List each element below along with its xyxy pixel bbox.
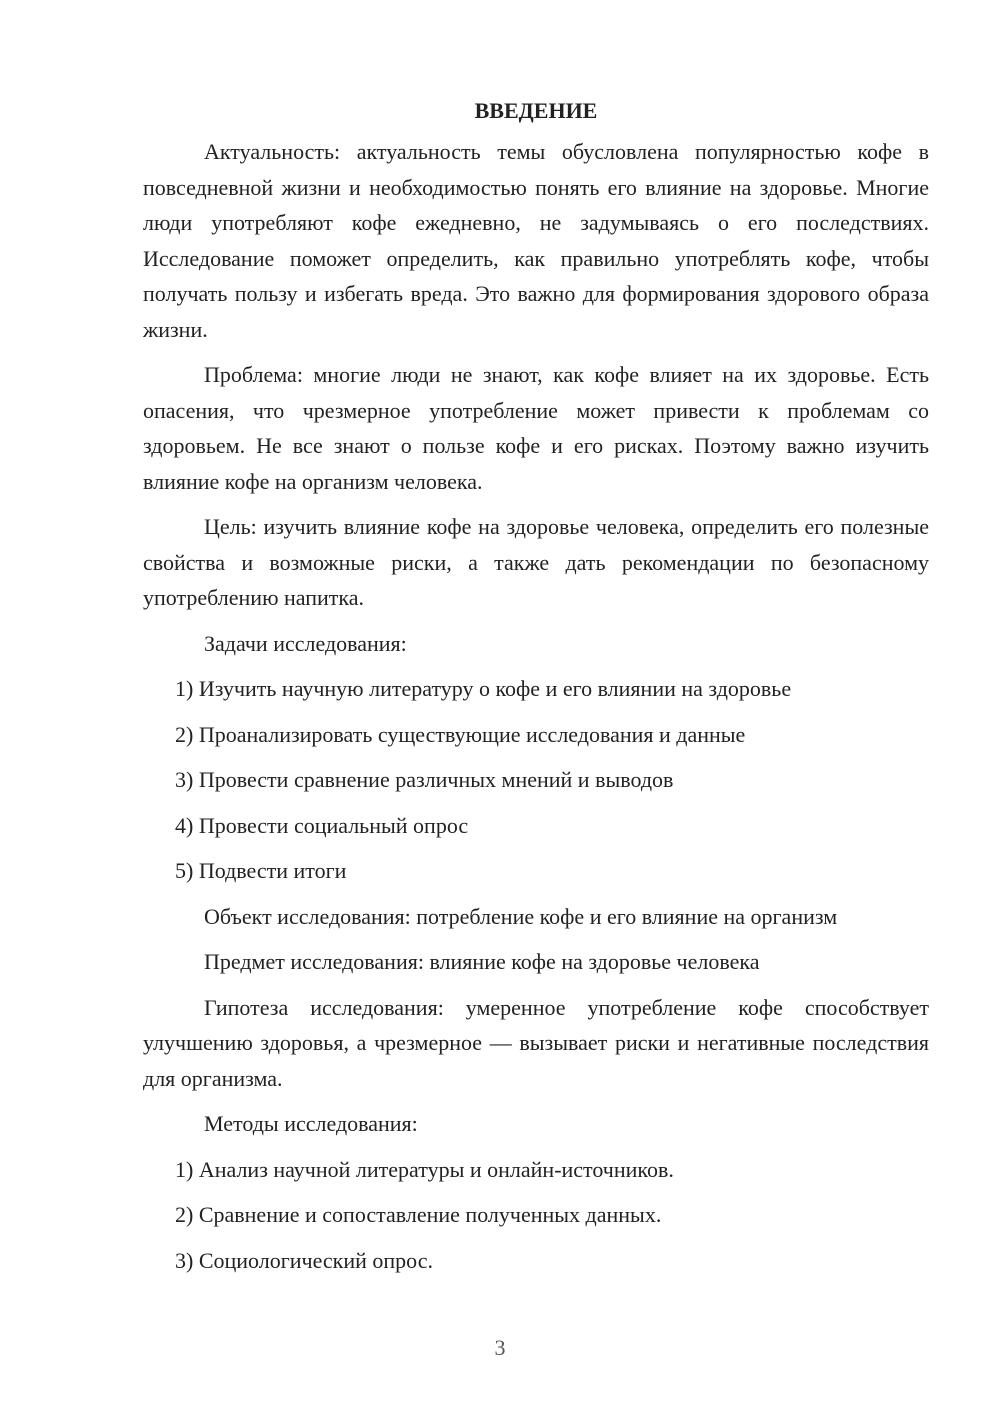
- list-item: 3) Социологический опрос.: [175, 1247, 433, 1273]
- list-item: 3) Провести сравнение различных мнений и выводов: [175, 767, 674, 792]
- list-item: 2) Проанализировать существующие исследования и данные: [175, 721, 746, 747]
- list-item: 2) Сравнение и сопоставление полученных данных.: [175, 1202, 662, 1227]
- methods-heading: Методы исследования:: [204, 1111, 418, 1136]
- subject-paragraph: Предмет исследования: влияние кофе на здоровье человека: [204, 949, 760, 974]
- tasks-heading: Задачи исследования:: [204, 630, 407, 656]
- list-item: 1) Анализ научной литературы и онлайн-источников.: [175, 1156, 674, 1182]
- relevance-paragraph: Актуальность: актуальность темы обусловлена популярностью кофе в повседневной жизни и необходимостью понять его влияние на здоровье. Многие люди употребляют кофе ежедневно, не задумываясь о его последствиях. Исследование поможет определить, как правильно употреблять кофе, чтобы получать пользу и избегать вреда. Это важно для формирования здорового образа жизни.: [143, 139, 929, 342]
- problem-paragraph: Проблема: многие люди не знают, как кофе влияет на их здоровье. Есть опасения, что чрезмерное употребление может привести к проблемам со здоровьем. Не все знают о пользе кофе и его рисках. Поэтому важно изучить влияние кофе на организм человека.: [143, 362, 929, 494]
- page-title: ВВЕДЕНИЕ: [474, 98, 598, 123]
- object-paragraph: Объект исследования: потребление кофе и его влияние на организм: [204, 903, 838, 929]
- document-page: [143, 96, 929, 1288]
- tasks-list: [143, 671, 929, 899]
- methods-list: [143, 1152, 929, 1289]
- goal-paragraph: Цель: изучить влияние кофе на здоровье человека, определить его полезные свойства и возможные риски, а также дать рекомендации по безопасному употреблению напитка.: [143, 514, 929, 610]
- hypothesis-paragraph: Гипотеза исследования: умеренное употребление кофе способствует улучшению здоровья, а чрезмерное — вызывает риски и негативные последствия для организма.: [143, 994, 929, 1091]
- list-item: 4) Провести социальный опрос: [175, 812, 469, 838]
- list-item: 1) Изучить научную литературу о кофе и его влиянии на здоровье: [175, 676, 792, 701]
- list-item: 5) Подвести итоги: [175, 858, 347, 883]
- page-number: 3: [494, 1335, 506, 1360]
